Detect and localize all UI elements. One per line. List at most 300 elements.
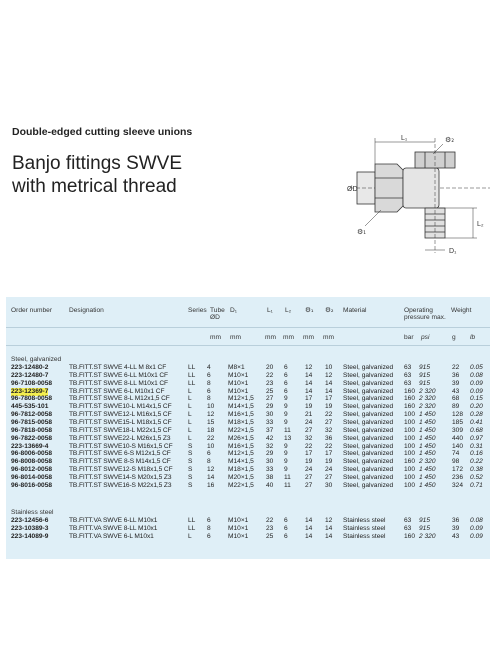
cell-order: 96-7812-0058 xyxy=(11,411,53,419)
cell-s1: 14 xyxy=(305,371,313,379)
cell-lb: 0.08 xyxy=(470,371,483,379)
cell-desig: TB.FITT.ST SWVE 6-L M10x1 CF xyxy=(69,387,165,395)
cell-tube: 6 xyxy=(207,532,211,540)
cell-tube: 15 xyxy=(207,418,215,426)
cell-order: 96-8014-0058 xyxy=(11,473,53,481)
cell-mat: Steel, galvanized xyxy=(343,364,394,371)
cell-lb: 0.20 xyxy=(470,403,483,411)
cell-series: L xyxy=(188,403,192,411)
table-row xyxy=(0,466,496,474)
cell-psi: 1 450 xyxy=(419,418,436,426)
cell-psi: 1 450 xyxy=(419,450,436,458)
cell-lb: 0.28 xyxy=(470,411,483,419)
table-row xyxy=(0,533,496,541)
cell-series: S xyxy=(188,442,193,450)
table-row xyxy=(0,517,496,525)
cell-series: L xyxy=(188,426,192,434)
cell-l2: 11 xyxy=(284,473,291,481)
cell-l2: 6 xyxy=(284,524,288,532)
cell-g: 22 xyxy=(452,364,460,371)
cell-mat: Steel, galvanized xyxy=(343,403,394,411)
table-row xyxy=(0,364,496,372)
cell-l2: 11 xyxy=(284,426,291,434)
header-s2: ⚙₂ xyxy=(325,306,334,314)
cell-s1: 12 xyxy=(305,364,313,371)
cell-d1: M18×1,5 xyxy=(228,418,254,426)
cell-lb: 0.09 xyxy=(470,532,483,540)
table-row xyxy=(0,443,496,451)
cell-d1: M26×1,5 xyxy=(228,434,254,442)
cell-order: 96-8012-0058 xyxy=(11,466,53,474)
cell-s1: 24 xyxy=(305,418,313,426)
cell-order: 96-7808-0058 xyxy=(11,395,53,403)
cell-bar: 63 xyxy=(404,364,412,371)
cell-s2: 24 xyxy=(325,466,333,474)
cell-order: 96-7818-0058 xyxy=(11,426,53,434)
cell-s2: 30 xyxy=(325,481,333,489)
dim-s1-label: ⚙₁ xyxy=(357,228,367,236)
cell-tube: 8 xyxy=(207,395,211,403)
header-designation: Designation xyxy=(69,307,104,314)
cell-d1: M10×1 xyxy=(228,517,249,524)
cell-desig: TB.FITT.ST SWVE10-L M14x1,5 CF xyxy=(69,403,172,411)
cell-mat: Steel, galvanized xyxy=(343,371,394,379)
cell-series: L xyxy=(188,434,192,442)
cell-mat: Steel, galvanized xyxy=(343,379,394,387)
cell-g: 39 xyxy=(452,379,460,387)
cell-series: LL xyxy=(188,517,196,524)
cell-s2: 22 xyxy=(325,442,333,450)
cell-s2: 12 xyxy=(325,371,333,379)
cell-tube: 16 xyxy=(207,481,215,489)
cell-l1: 25 xyxy=(266,532,274,540)
cell-desig: TB.FITT.ST SWVE15-L M18x1,5 CF xyxy=(69,418,172,426)
cell-l1: 29 xyxy=(266,403,274,411)
table-row xyxy=(0,482,496,490)
cell-l1: 29 xyxy=(266,450,274,458)
cell-l1: 22 xyxy=(266,517,274,524)
cell-lb: 0.22 xyxy=(470,458,483,466)
cell-series: S xyxy=(188,481,193,489)
cell-l2: 13 xyxy=(284,434,292,442)
cell-s1: 14 xyxy=(305,517,313,524)
cell-mat: Steel, galvanized xyxy=(343,418,394,426)
cell-psi: 915 xyxy=(419,524,431,532)
cell-d1: M10×1 xyxy=(228,532,249,540)
cell-bar: 63 xyxy=(404,517,412,524)
cell-desig: TB.FITT.VA SWVE 6-LL M10x1 xyxy=(69,517,158,524)
cell-g: 324 xyxy=(452,481,464,489)
cell-l1: 30 xyxy=(266,411,274,419)
cell-tube: 14 xyxy=(207,473,215,481)
cell-l2: 11 xyxy=(284,481,291,489)
cell-series: L xyxy=(188,387,192,395)
cell-mat: Steel, galvanized xyxy=(343,442,394,450)
dim-l2-label: L₂ xyxy=(477,221,484,228)
dim-d-label: ØD xyxy=(347,186,358,193)
cell-d1: M22×1,5 xyxy=(228,481,254,489)
table-row xyxy=(0,474,496,482)
cell-mat: Steel, galvanized xyxy=(343,434,394,442)
unit-s2: mm xyxy=(323,334,334,341)
unit-tube: mm xyxy=(210,334,221,341)
cell-psi: 915 xyxy=(419,517,431,524)
cell-s1: 27 xyxy=(305,473,313,481)
header-tube: Tube xyxy=(210,307,225,314)
cell-tube: 6 xyxy=(207,450,211,458)
cell-l2: 6 xyxy=(284,517,288,524)
cell-desig: TB.FITT.ST SWVE22-L M26x1,5 Z3 xyxy=(69,434,171,442)
cell-s2: 32 xyxy=(325,426,333,434)
table-row xyxy=(0,458,496,466)
cell-s1: 14 xyxy=(305,387,313,395)
cell-mat: Stainless steel xyxy=(343,517,386,524)
cell-g: 36 xyxy=(452,371,460,379)
cell-lb: 0.31 xyxy=(470,442,483,450)
cell-l1: 30 xyxy=(266,458,274,466)
cell-l1: 22 xyxy=(266,371,274,379)
cell-s1: 14 xyxy=(305,532,313,540)
cell-tube: 6 xyxy=(207,371,211,379)
cell-lb: 0.09 xyxy=(470,379,483,387)
cell-series: LL xyxy=(188,379,196,387)
cell-s1: 19 xyxy=(305,403,313,411)
cell-bar: 63 xyxy=(404,524,412,532)
cell-tube: 10 xyxy=(207,442,215,450)
cell-s1: 17 xyxy=(305,450,313,458)
cell-tube: 4 xyxy=(207,364,211,371)
cell-psi: 2 320 xyxy=(419,403,436,411)
cell-d1: M12×1,5 xyxy=(228,395,254,403)
cell-l2: 9 xyxy=(284,466,288,474)
cell-s2: 14 xyxy=(325,532,333,540)
cell-g: 236 xyxy=(452,473,464,481)
cell-order: 96-7822-0058 xyxy=(11,434,53,442)
table-row xyxy=(0,419,496,427)
cell-g: 309 xyxy=(452,426,464,434)
cell-desig: TB.FITT.ST SWVE16-S M22x1,5 Z3 xyxy=(69,481,172,489)
cell-psi: 1 450 xyxy=(419,426,436,434)
table-row xyxy=(0,411,496,419)
title-line-2: with metrical thread xyxy=(12,176,177,197)
cell-l1: 37 xyxy=(266,426,274,434)
cell-bar: 100 xyxy=(404,473,416,481)
header-material: Material xyxy=(343,307,367,314)
cell-lb: 0.71 xyxy=(470,481,483,489)
cell-order: 445-535-101 xyxy=(11,403,49,411)
cell-bar: 100 xyxy=(404,426,416,434)
cell-lb: 0.68 xyxy=(470,426,483,434)
cell-l2: 9 xyxy=(284,450,288,458)
unit-s1: mm xyxy=(303,334,314,341)
section-subtitle: Double-edged cutting sleeve unions xyxy=(12,126,193,138)
cell-s2: 14 xyxy=(325,387,333,395)
cell-d1: M16×1,5 xyxy=(228,411,254,419)
table-row xyxy=(0,380,496,388)
cell-order: 96-8006-0058 xyxy=(11,450,53,458)
cell-desig: TB.FITT.ST SWVE18-L M22x1,5 CF xyxy=(69,426,172,434)
cell-psi: 1 450 xyxy=(419,411,436,419)
cell-l1: 23 xyxy=(266,524,274,532)
header-order-number: Order number xyxy=(11,307,53,314)
cell-lb: 0.09 xyxy=(470,387,483,395)
cell-psi: 2 320 xyxy=(419,458,436,466)
table-row xyxy=(0,427,496,435)
page-title xyxy=(12,152,182,198)
cell-s2: 17 xyxy=(325,395,333,403)
cell-g: 440 xyxy=(452,434,464,442)
cell-g: 172 xyxy=(452,466,464,474)
cell-s2: 10 xyxy=(325,364,333,371)
cell-s2: 17 xyxy=(325,450,333,458)
cell-g: 128 xyxy=(452,411,464,419)
cell-l1: 27 xyxy=(266,395,274,403)
cell-bar: 160 xyxy=(404,395,416,403)
cell-mat: Steel, galvanized xyxy=(343,411,394,419)
cell-desig: TB.FITT.VA SWVE 8-LL M10x1 xyxy=(69,524,158,532)
cell-desig: TB.FITT.ST SWVE14-S M20x1,5 Z3 xyxy=(69,473,172,481)
cell-s1: 24 xyxy=(305,466,313,474)
cell-tube: 6 xyxy=(207,517,211,524)
cell-bar: 100 xyxy=(404,481,416,489)
cell-psi: 915 xyxy=(419,379,431,387)
cell-g: 74 xyxy=(452,450,460,458)
unit-g: g xyxy=(452,334,456,341)
cell-bar: 100 xyxy=(404,434,416,442)
cell-psi: 1 450 xyxy=(419,434,436,442)
cell-bar: 160 xyxy=(404,403,416,411)
cell-l2: 6 xyxy=(284,379,288,387)
cell-lb: 0.09 xyxy=(470,524,483,532)
cell-mat: Steel, galvanized xyxy=(343,395,394,403)
cell-mat: Steel, galvanized xyxy=(343,450,394,458)
cell-g: 43 xyxy=(452,387,460,395)
cell-order: 223-12456-6 xyxy=(11,517,49,524)
cell-mat: Steel, galvanized xyxy=(343,387,394,395)
cell-l1: 25 xyxy=(266,387,274,395)
cell-series: LL xyxy=(188,364,196,371)
cell-order: 96-7815-0058 xyxy=(11,418,53,426)
cell-s2: 19 xyxy=(325,458,333,466)
header-l1: L₁ xyxy=(267,307,273,314)
cell-series: LL xyxy=(188,524,196,532)
cell-bar: 100 xyxy=(404,411,416,419)
cell-psi: 1 450 xyxy=(419,481,436,489)
cell-s1: 19 xyxy=(305,458,313,466)
cell-l2: 9 xyxy=(284,403,288,411)
cell-tube: 12 xyxy=(207,411,215,419)
cell-lb: 0.05 xyxy=(470,364,483,371)
cell-lb: 0.97 xyxy=(470,434,483,442)
header-series: Series xyxy=(188,307,207,314)
cell-g: 185 xyxy=(452,418,464,426)
cell-g: 43 xyxy=(452,532,460,540)
cell-desig: TB.FITT.ST SWVE12-S M18x1,5 CF xyxy=(69,466,173,474)
cell-mat: Steel, galvanized xyxy=(343,481,394,489)
cell-series: S xyxy=(188,458,193,466)
cell-tube: 8 xyxy=(207,379,211,387)
cell-order: 223-10389-3 xyxy=(11,524,49,532)
cell-tube: 8 xyxy=(207,458,211,466)
cell-order: 223-12369-7 xyxy=(11,387,49,395)
cell-s1: 14 xyxy=(305,379,313,387)
unit-bar: bar xyxy=(404,334,414,341)
title-line-1: Banjo fittings SWVE xyxy=(12,153,183,174)
cell-order: 223-13669-4 xyxy=(11,442,49,450)
cell-lb: 0.08 xyxy=(470,517,483,524)
header-pressure-max: pressure max. xyxy=(404,314,446,321)
header-d1: D₁ xyxy=(230,307,237,314)
unit-l1: mm xyxy=(265,334,276,341)
table-row xyxy=(0,403,496,411)
cell-desig: TB.FITT.ST SWVE 6-LL M10x1 CF xyxy=(69,371,168,379)
cell-g: 68 xyxy=(452,395,460,403)
cell-order: 96-8008-0058 xyxy=(11,458,53,466)
header-pressure: Operating xyxy=(404,307,433,314)
cell-desig: TB.FITT.ST SWVE12-L M16x1,5 CF xyxy=(69,411,172,419)
cell-g: 98 xyxy=(452,458,460,466)
cell-l1: 23 xyxy=(266,379,274,387)
cell-d1: M20×1,5 xyxy=(228,473,254,481)
cell-bar: 100 xyxy=(404,418,416,426)
cell-mat: Steel, galvanized xyxy=(343,473,394,481)
cell-mat: Steel, galvanized xyxy=(343,426,394,434)
cell-mat: Stainless steel xyxy=(343,524,386,532)
cell-desig: TB.FITT.ST SWVE 8-L M12x1,5 CF xyxy=(69,395,170,403)
cell-g: 89 xyxy=(452,403,460,411)
cell-g: 36 xyxy=(452,517,460,524)
cell-desig: TB.FITT.ST SWVE 4-LL M 8x1 CF xyxy=(69,364,167,371)
units-divider xyxy=(6,345,490,346)
header-l2: L₂ xyxy=(285,307,292,314)
cell-l1: 33 xyxy=(266,418,274,426)
cell-tube: 12 xyxy=(207,466,215,474)
dim-d1-label: D₁ xyxy=(449,248,457,255)
cell-series: L xyxy=(188,532,192,540)
cell-desig: TB.FITT.ST SWVE 6-S M12x1,5 CF xyxy=(69,450,171,458)
table-row xyxy=(0,395,496,403)
cell-l1: 42 xyxy=(266,434,274,442)
cell-g: 39 xyxy=(452,524,460,532)
cell-lb: 0.15 xyxy=(470,395,483,403)
cell-d1: M14×1,5 xyxy=(228,403,254,411)
cell-lb: 0.41 xyxy=(470,418,483,426)
cell-d1: M10×1 xyxy=(228,387,249,395)
cell-order: 96-8016-0058 xyxy=(11,481,53,489)
cell-psi: 2 320 xyxy=(419,532,436,540)
cell-l1: 33 xyxy=(266,466,274,474)
header-weight: Weight xyxy=(451,307,472,314)
cell-lb: 0.16 xyxy=(470,450,483,458)
cell-s1: 22 xyxy=(305,442,313,450)
cell-psi: 1 450 xyxy=(419,466,436,474)
banjo-fitting-drawing xyxy=(345,128,495,268)
cell-bar: 160 xyxy=(404,458,416,466)
cell-s2: 22 xyxy=(325,411,333,419)
cell-l2: 9 xyxy=(284,442,288,450)
cell-bar: 100 xyxy=(404,450,416,458)
cell-tube: 6 xyxy=(207,387,211,395)
cell-l1: 38 xyxy=(266,473,274,481)
cell-s1: 32 xyxy=(305,434,313,442)
cell-l2: 6 xyxy=(284,371,288,379)
cell-psi: 2 320 xyxy=(419,395,436,403)
unit-lb: lb xyxy=(470,334,476,341)
cell-desig: TB.FITT.ST SWVE 8-S M14x1,5 CF xyxy=(69,458,171,466)
cell-l2: 6 xyxy=(284,364,288,371)
cell-psi: 915 xyxy=(419,364,431,371)
cell-series: S xyxy=(188,466,193,474)
cell-l1: 20 xyxy=(266,364,274,371)
cell-s2: 27 xyxy=(325,473,333,481)
cell-l1: 40 xyxy=(266,481,274,489)
cell-l2: 9 xyxy=(284,395,288,403)
cell-s2: 14 xyxy=(325,379,333,387)
cell-l2: 6 xyxy=(284,387,288,395)
cell-bar: 100 xyxy=(404,442,416,450)
cell-desig: TB.FITT.VA SWVE 6-L M10x1 xyxy=(69,532,154,540)
cell-d1: M8×1 xyxy=(228,364,245,371)
cell-psi: 915 xyxy=(419,371,431,379)
cell-series: S xyxy=(188,450,193,458)
cell-l2: 9 xyxy=(284,458,288,466)
cell-s2: 19 xyxy=(325,403,333,411)
table-row xyxy=(0,450,496,458)
cell-series: LL xyxy=(188,371,196,379)
cell-l2: 6 xyxy=(284,532,288,540)
unit-l2: mm xyxy=(283,334,294,341)
cell-lb: 0.52 xyxy=(470,473,483,481)
cell-mat: Stainless steel xyxy=(343,532,386,540)
cell-bar: 100 xyxy=(404,466,416,474)
cell-lb: 0.38 xyxy=(470,466,483,474)
table-row xyxy=(0,435,496,443)
cell-s2: 27 xyxy=(325,418,333,426)
cell-psi: 1 450 xyxy=(419,442,436,450)
group-label: Steel, galvanized xyxy=(11,356,62,363)
cell-d1: M14×1,5 xyxy=(228,458,254,466)
unit-psi: psi xyxy=(421,334,430,341)
cell-psi: 2 320 xyxy=(419,387,436,395)
cell-tube: 8 xyxy=(207,524,211,532)
cell-l2: 9 xyxy=(284,418,288,426)
cell-series: L xyxy=(188,418,192,426)
cell-bar: 63 xyxy=(404,379,412,387)
cell-tube: 10 xyxy=(207,403,215,411)
cell-l2: 9 xyxy=(284,411,288,419)
cell-l1: 32 xyxy=(266,442,274,450)
cell-s2: 14 xyxy=(325,524,333,532)
cell-d1: M16×1,5 xyxy=(228,442,254,450)
cell-s1: 14 xyxy=(305,524,313,532)
table-row xyxy=(0,372,496,380)
header-s1: ⚙₁ xyxy=(305,306,314,314)
cell-d1: M10×1 xyxy=(228,524,249,532)
cell-s1: 17 xyxy=(305,395,313,403)
cell-series: L xyxy=(188,411,192,419)
cell-d1: M22×1,5 xyxy=(228,426,254,434)
cell-desig: TB.FITT.ST SWVE 8-LL M10x1 CF xyxy=(69,379,168,387)
cell-s1: 21 xyxy=(305,411,313,419)
cell-tube: 18 xyxy=(207,426,215,434)
group-label: Stainless steel xyxy=(11,509,54,516)
cell-d1: M10×1 xyxy=(228,371,249,379)
cell-mat: Steel, galvanized xyxy=(343,466,394,474)
cell-order: 223-12480-2 xyxy=(11,364,49,371)
cell-bar: 160 xyxy=(404,387,416,395)
dim-s2-label: ⚙₂ xyxy=(445,136,455,144)
cell-order: 223-14089-9 xyxy=(11,532,49,540)
